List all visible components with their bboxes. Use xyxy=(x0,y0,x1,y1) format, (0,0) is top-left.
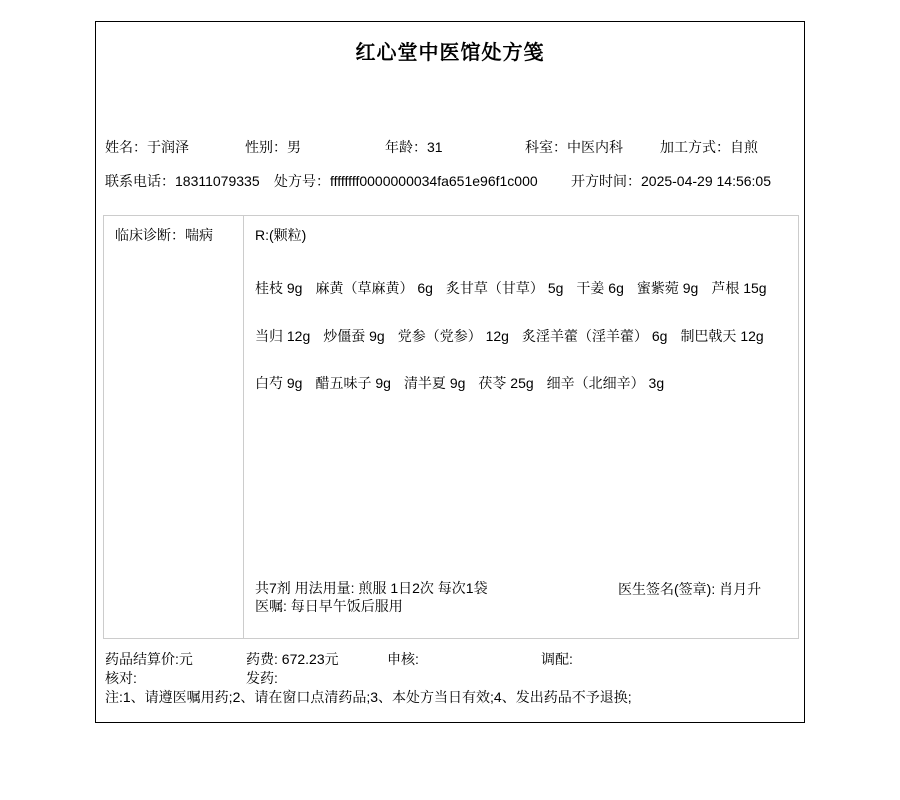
department-field xyxy=(525,138,623,156)
dispense-label: 发药: xyxy=(246,670,278,686)
patient-name-field xyxy=(105,138,189,156)
check-field xyxy=(105,669,137,687)
herb-item: 炙淫羊藿（淫羊藿） 6g xyxy=(521,328,668,344)
doctor-signature xyxy=(618,579,761,599)
herb-item: 当归 12g xyxy=(255,328,311,344)
fee-field xyxy=(246,650,339,668)
rx-number-value: ffffffff0000000034fa651e96f1c000 xyxy=(330,173,538,189)
herb-item: 干姜 6g xyxy=(576,280,624,296)
rx-table xyxy=(103,215,799,639)
herb-item: 清半夏 9g xyxy=(403,375,466,391)
patient-age-value: 31 xyxy=(427,139,443,155)
doctor-signature-value: 肖月升 xyxy=(719,581,762,597)
department-label: 科室： xyxy=(525,139,567,155)
review-field xyxy=(387,650,419,668)
diagnosis-value: 喘病 xyxy=(185,227,213,243)
patient-age-label: 年龄： xyxy=(385,139,427,155)
rx-number-field xyxy=(274,172,538,190)
processing-method-value: 自煎 xyxy=(730,139,758,155)
patient-gender-label: 性别： xyxy=(245,139,287,155)
herb-line xyxy=(255,279,780,297)
fee-label: 药费: xyxy=(246,651,282,667)
herb-item: 炒僵蚕 9g xyxy=(323,328,385,344)
issue-time-field xyxy=(571,172,771,190)
prescription-sheet xyxy=(95,21,805,723)
phone-value: 18311079335 xyxy=(175,173,260,189)
page-title: 红心堂中医馆处方笺 xyxy=(355,42,545,64)
phone-label: 联系电话： xyxy=(105,173,175,189)
diagnosis-label: 临床诊断： xyxy=(115,227,185,243)
herb-line xyxy=(255,374,677,392)
herb-item: 茯苓 25g xyxy=(478,375,534,391)
processing-method-field xyxy=(660,138,758,156)
prepare-field xyxy=(541,650,573,668)
patient-name-label: 姓名： xyxy=(105,139,147,155)
prepare-label: 调配: xyxy=(541,651,573,667)
dispense-field xyxy=(246,669,278,687)
herb-item: 桂枝 9g xyxy=(255,280,303,296)
herb-item: 麻黄（草麻黄） 6g xyxy=(315,280,433,296)
herb-item: 党参（党参） 12g xyxy=(397,328,509,344)
herb-line xyxy=(255,327,777,345)
fee-value: 672.23元 xyxy=(281,651,339,667)
patient-gender-value: 男 xyxy=(287,139,301,155)
patient-name-value: 于润泽 xyxy=(147,139,189,155)
settle-price-value: 元 xyxy=(178,651,193,667)
herb-item: 炙甘草（甘草） 5g xyxy=(445,280,564,296)
rx-number-label: 处方号： xyxy=(274,173,330,189)
herb-item: 醋五味子 9g xyxy=(315,375,391,391)
doctor-advice-line: 医嘱: 每日早午饭后服用 xyxy=(255,598,403,614)
usage-line: 共7剂 用法用量: 煎服 1日2次 每次1袋 xyxy=(255,580,488,596)
herb-item: 芦根 15g xyxy=(711,280,767,296)
doctor-signature-label: 医生签名(签章): xyxy=(618,581,720,597)
herb-item: 制巴戟天 12g xyxy=(680,328,764,344)
review-label: 申核: xyxy=(387,651,419,667)
patient-gender-field xyxy=(245,138,301,156)
phone-field xyxy=(105,172,260,190)
herb-item: 白芍 9g xyxy=(255,375,303,391)
herb-item: 细辛（北细辛） 3g xyxy=(546,375,665,391)
issue-time-value: 2025-04-29 14:56:05 xyxy=(641,173,771,189)
settle-price-field xyxy=(105,650,193,668)
issue-time-label: 开方时间： xyxy=(571,173,641,189)
processing-method-label: 加工方式： xyxy=(660,139,730,155)
check-label: 核对: xyxy=(105,670,137,686)
rx-cell xyxy=(244,216,798,638)
footer-note: 注:1、请遵医嘱用药;2、请在窗口点清药品;3、本处方当日有效;4、发出药品不予退换; xyxy=(105,689,632,705)
diagnosis-cell xyxy=(104,216,244,638)
settle-price-label: 药品结算价: xyxy=(105,651,179,667)
rx-form-header: R:(颗粒) xyxy=(255,227,307,243)
herb-item: 蜜紫菀 9g xyxy=(636,280,699,296)
department-value: 中医内科 xyxy=(567,139,623,155)
patient-age-field xyxy=(385,138,443,156)
